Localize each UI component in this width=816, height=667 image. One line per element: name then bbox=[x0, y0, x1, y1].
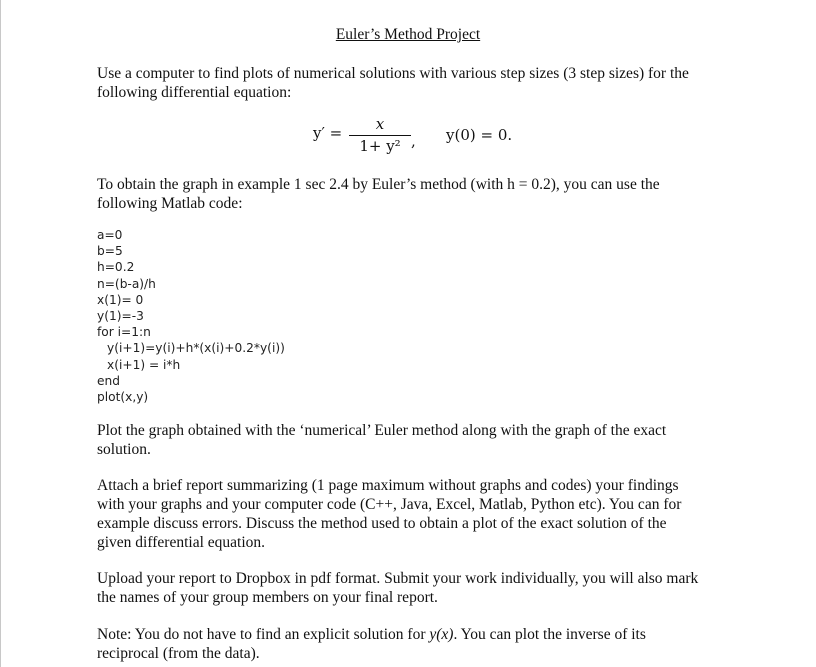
note-yx: y(x) bbox=[429, 626, 454, 643]
report-line-2: with your graphs and your computer code (C++, Java, Excel, Matlab, Python etc). You can for bbox=[97, 496, 682, 513]
code-line: x(1)= 0 bbox=[97, 292, 144, 307]
upload-line-1: Upload your report to Dropbox in pdf format. Submit your work individually, you will also mark bbox=[97, 570, 699, 587]
page-title: Euler’s Method Project bbox=[335, 26, 481, 43]
note-prefix: Note: You do not have to find an explicit solution for bbox=[97, 626, 430, 643]
note-paragraph bbox=[97, 625, 747, 663]
report-line-4: given differential equation. bbox=[97, 534, 266, 551]
note-line-1 bbox=[97, 625, 747, 644]
upload-line-2: the names of your group members on your final report. bbox=[97, 589, 438, 606]
intro-line-2: following differential equation: bbox=[97, 84, 292, 101]
equation-numerator: x bbox=[375, 115, 385, 133]
report-line-1: Attach a brief report summarizing (1 page maximum without graphs and codes) your findings bbox=[97, 477, 679, 494]
equation-comma: , bbox=[411, 132, 416, 150]
initial-condition: y(0) = 0. bbox=[446, 126, 513, 144]
fraction-bar bbox=[349, 135, 411, 136]
plot-line-1: Plot the graph obtained with the ‘numerical’ Euler method along with the graph of the exact bbox=[97, 422, 667, 439]
code-line: y(1)=-3 bbox=[97, 308, 144, 323]
code-line: h=0.2 bbox=[97, 260, 135, 275]
code-line: for i=1:n bbox=[97, 325, 151, 340]
code-line: end bbox=[97, 373, 120, 388]
example-line-1: To obtain the graph in example 1 sec 2.4 by Euler’s method (with h = 0.2), you can use the bbox=[97, 176, 660, 193]
plot-line-2: solution. bbox=[97, 441, 151, 458]
intro-line-1: Use a computer to find plots of numerical solutions with various step sizes (3 step sizes) for the bbox=[97, 65, 689, 82]
example-line-2: following Matlab code: bbox=[97, 195, 243, 212]
upload-paragraph bbox=[97, 569, 747, 607]
differential-equation bbox=[313, 110, 613, 160]
matlab-code-block bbox=[97, 227, 285, 405]
report-paragraph bbox=[97, 476, 747, 552]
code-line: y(i+1)=y(i)+h*(x(i)+0.2*y(i)) bbox=[107, 341, 285, 356]
page-edge bbox=[0, 0, 1, 667]
equation-lhs: y′ = bbox=[313, 124, 343, 142]
code-line: plot(x,y) bbox=[97, 389, 149, 404]
note-line-2: reciprocal (from the data). bbox=[97, 645, 260, 662]
plot-instruction-paragraph bbox=[97, 421, 747, 459]
intro-paragraph bbox=[97, 64, 747, 102]
code-line: x(i+1) = i*h bbox=[107, 357, 181, 372]
equation-denominator: 1+ y² bbox=[359, 137, 401, 155]
example-paragraph bbox=[97, 175, 747, 213]
code-line: b=5 bbox=[97, 244, 123, 259]
code-line: a=0 bbox=[97, 228, 123, 242]
note-suffix: . You can plot the inverse of its bbox=[453, 626, 646, 643]
code-line: n=(b-a)/h bbox=[97, 276, 156, 291]
report-line-3: example discuss errors. Discuss the method used to obtain a plot of the exact solution of the bbox=[97, 515, 667, 532]
